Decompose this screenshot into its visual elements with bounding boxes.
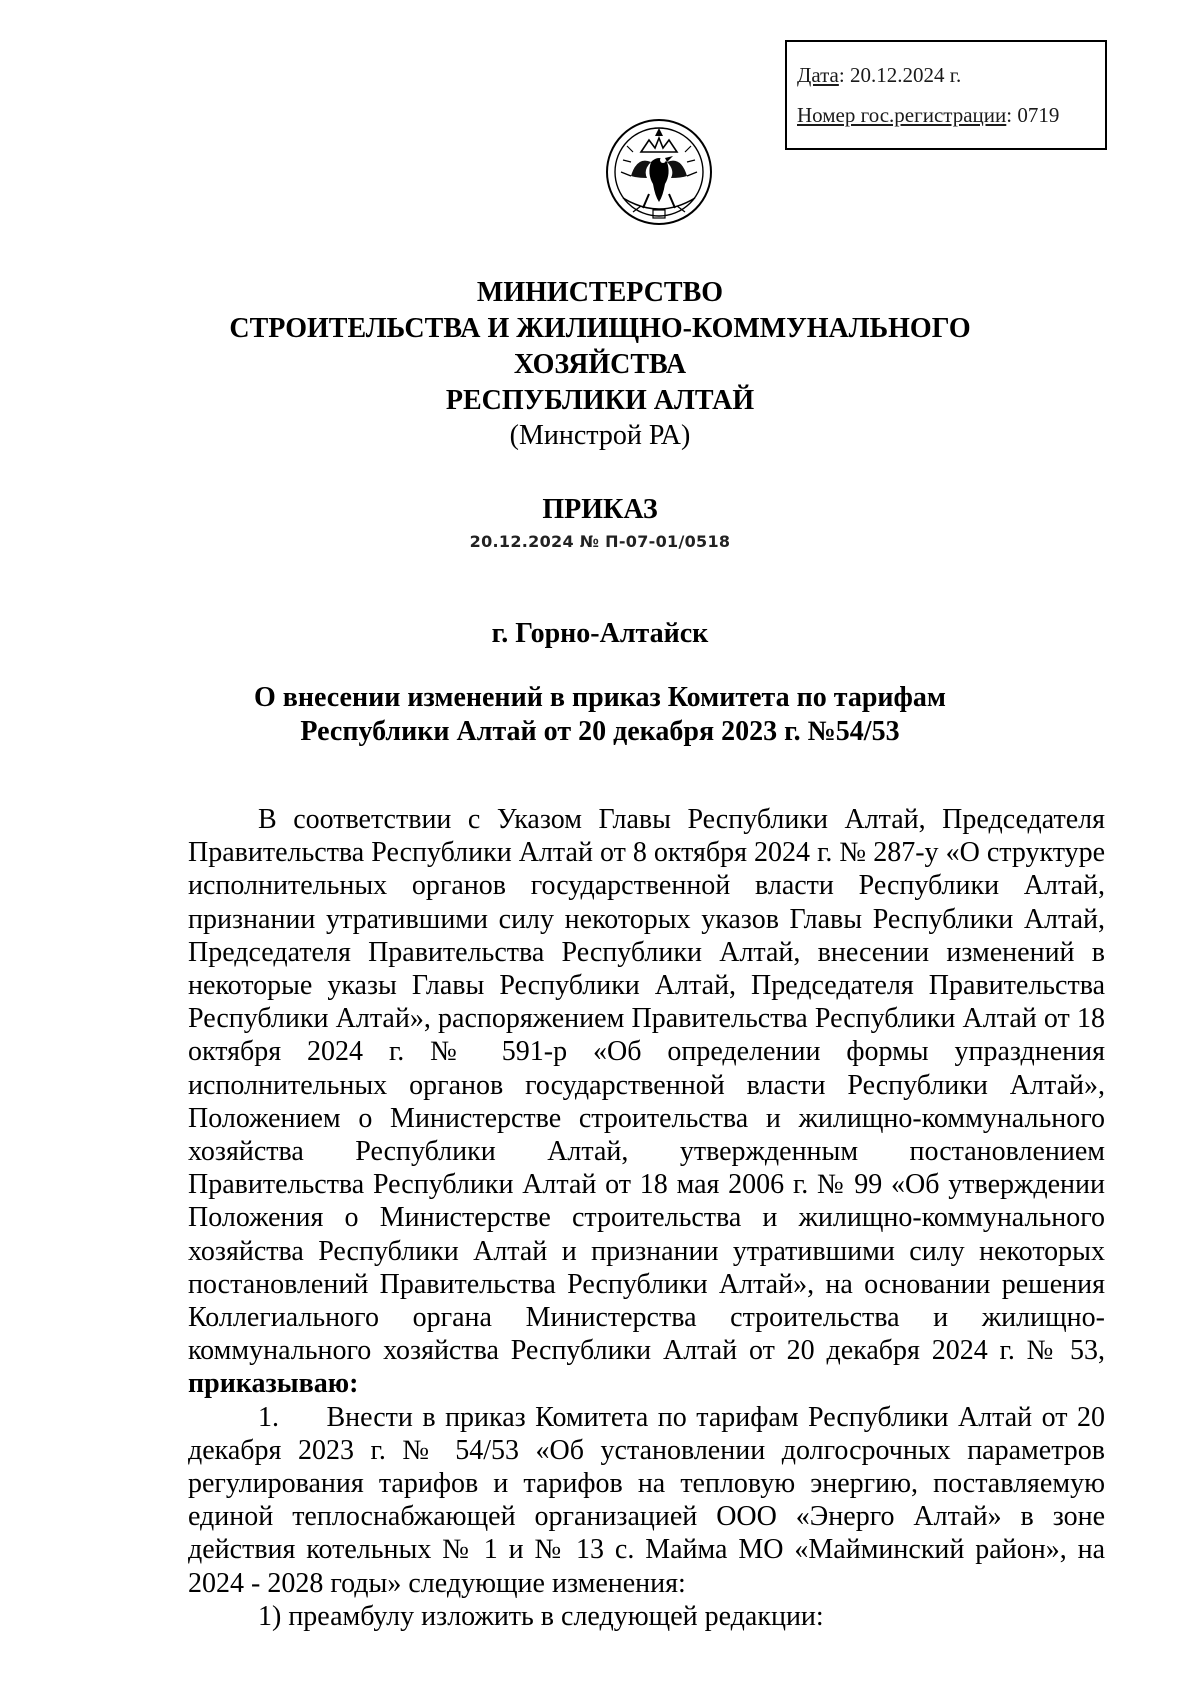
item-1-paragraph xyxy=(188,1401,1105,1600)
registration-date-value: : 20.12.2024 г. xyxy=(838,63,962,87)
ministry-header xyxy=(150,275,1050,527)
registration-stamp xyxy=(785,40,1107,150)
document-type: ПРИКАЗ xyxy=(542,494,658,525)
registration-number-label: Номер гос.регистрации xyxy=(797,103,1007,128)
document-subject xyxy=(150,681,1050,749)
registration-date-label: Дата xyxy=(797,63,839,87)
ministry-title-line2: СТРОИТЕЛЬСТВА И ЖИЛИЩНО-КОММУНАЛЬНОГО ХОЗЯЙСТВА xyxy=(229,313,971,380)
registration-number-value: : 0719 xyxy=(1006,103,1060,128)
preamble-text: В соответствии с Указом Главы Республики Алтай, Председателя Правительства Республики Алтай от 8 октября 2024 г. № 287-у «О структуре исполнительных органов государственной власти Республики Алтай, признании утратившими силу некоторых указов Главы Республики Алтай, Председателя Правительства Республики Алтай, внесении изменений в некоторые указы Главы Республики Алтай, Председателя Правительства Республики Алтай», распоряжением Правительства Республики Алтай от 18 октября 2024 г. № 591-р «Об определении формы упразднения исполнительных органов государственной власти Республики Алтай», Положением о Министерстве строительства и жилищно-коммунального хозяйства Республики Алтай, утвержденным постановлением Правительства Республики Алтай от 18 мая 2006 г. № 99 «Об утверждении Положения о Министерстве строительства и жилищно-коммунального хозяйства Республики Алтай и признании утратившими силу некоторых постановлений Правительства Республики Алтай», на основании решения Коллегиального органа Министерства строительства и жилищно-коммунального хозяйства Республики Алтай от 20 декабря 2024 г. № 53, xyxy=(188,804,1105,1367)
subitem-1-paragraph: 1) преамбулу изложить в следующей редакции: xyxy=(258,1600,824,1632)
subject-line1: О внесении изменений в приказ Комитета по тарифам xyxy=(253,682,946,713)
ministry-title-line3: РЕСПУБЛИКИ АЛТАЙ xyxy=(445,385,755,416)
ministry-short-name: (Минстрой РА) xyxy=(509,420,691,451)
preamble-paragraph xyxy=(188,803,1105,1401)
item-1-text: Внести в приказ Комитета по тарифам Республики Алтай от 20 декабря 2023 г. № 54/53 «Об установлении долгосрочных параметров регулирования тарифов и тарифов на тепловую энергию, поставляемую единой теплоснабжающей организацией ООО «Энерго Алтай» в зоне действия котельных № 1 и № 13 с. Майма МО «Майминский район», на 2024 - 2028 годы» следующие изменения: xyxy=(188,1401,1105,1599)
registration-number xyxy=(797,102,1105,128)
item-1-number: 1. xyxy=(258,1401,279,1433)
document-number: 20.12.2024 № П-07-01/0518 xyxy=(469,532,731,551)
coat-of-arms-icon xyxy=(603,116,715,232)
document-body xyxy=(188,803,1105,1633)
order-word: приказываю: xyxy=(188,1368,359,1400)
ministry-title-line1: МИНИСТЕРСТВО xyxy=(476,277,724,308)
document-city: г. Горно-Алтайск xyxy=(491,618,709,649)
registration-date xyxy=(797,62,1105,88)
subject-line2: Республики Алтай от 20 декабря 2023 г. №54/53 xyxy=(300,716,900,747)
